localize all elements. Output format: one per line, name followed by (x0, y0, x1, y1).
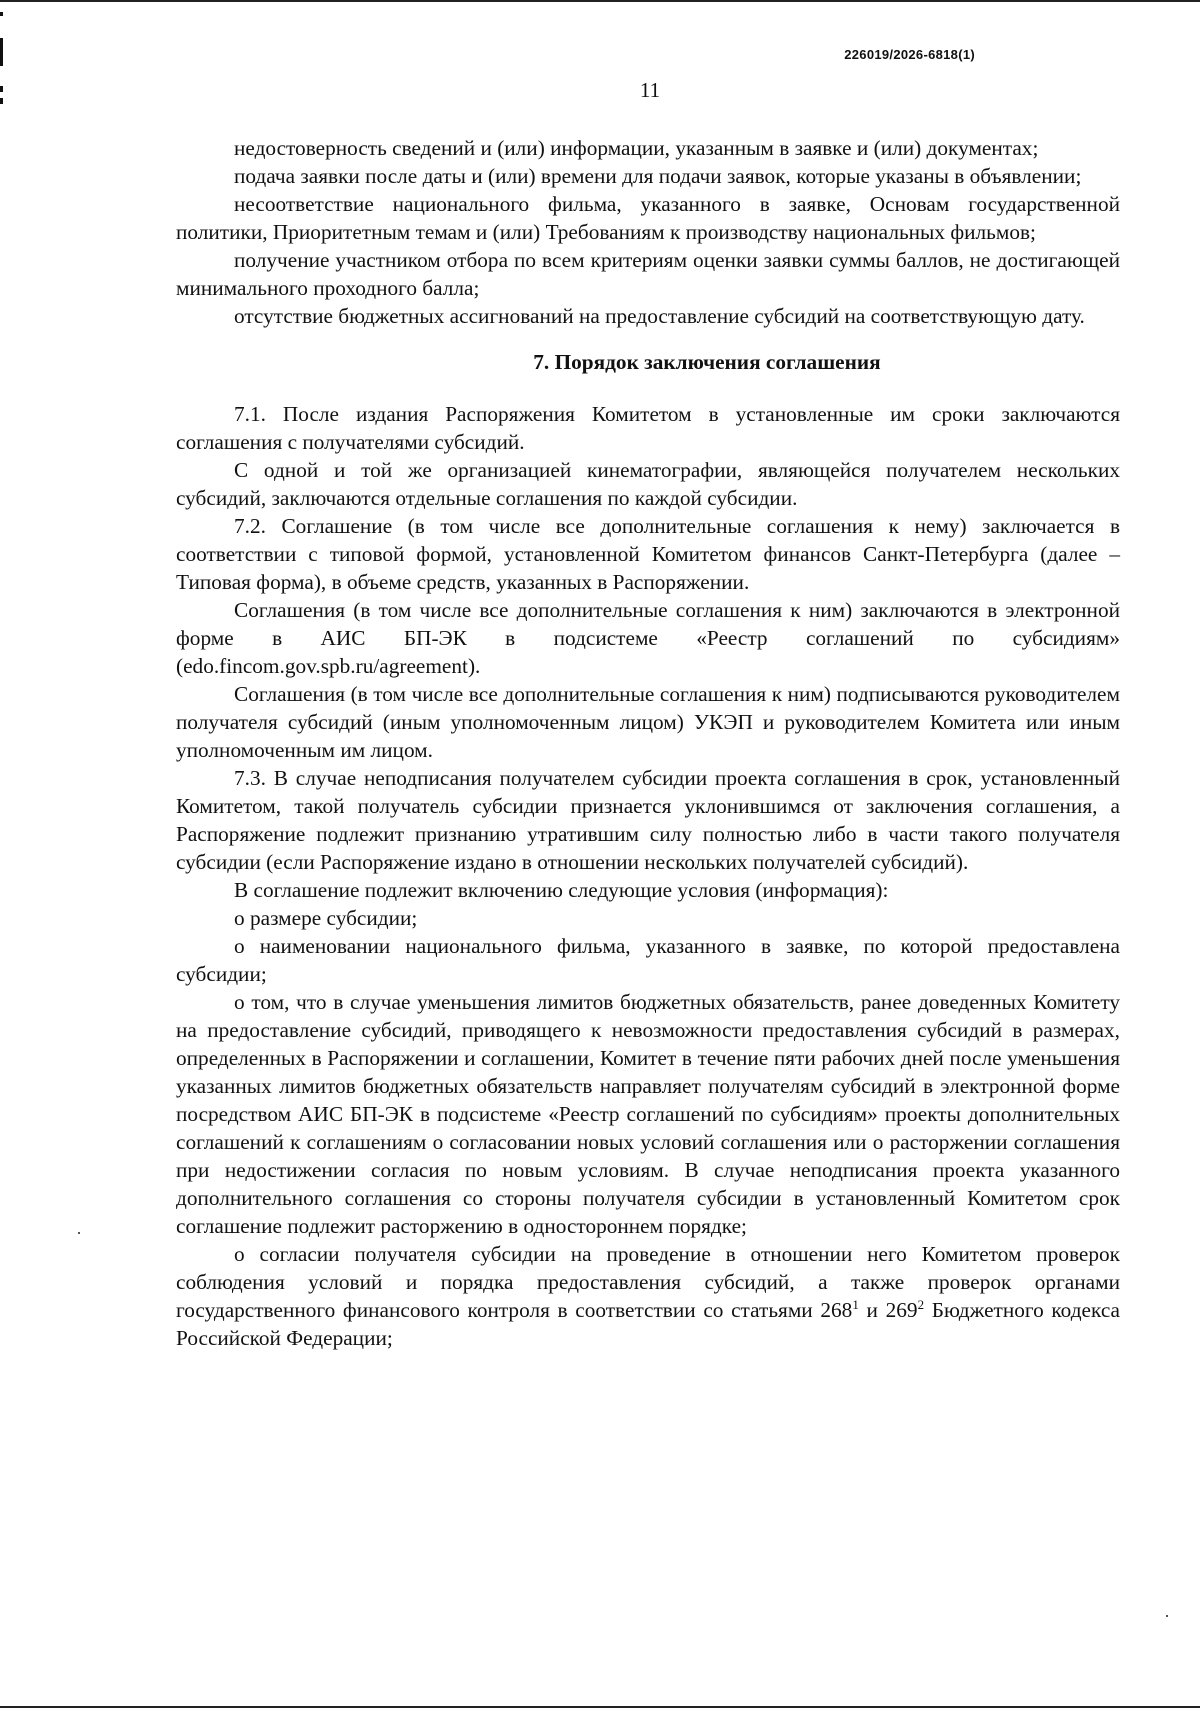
superscript: 2 (917, 1296, 925, 1312)
bottom-border (0, 1706, 1200, 1708)
paragraph: о наименовании национального фильма, указанного в заявке, по которой предоставлена субсидии; (176, 934, 1120, 986)
page-number: 11 (639, 78, 661, 102)
paragraph: о том, что в случае уменьшения лимитов бюджетных обязательств, ранее доведенных Комитету на предоставление субсидий, приводящего к невозможности предоставления субсидий в размерах, определенных в Распоряжении и соглашении, Комитет в течение пяти рабочих дней после уменьшения указанных лимитов бюджетных обязательств направляет получателям субсидий в электронной форме посредством АИС БП-ЭК в подсистеме «Реестр соглашений по субсидиям» проекты дополнительных соглашений к соглашениям о согласовании новых условий соглашения или о расторжении соглашения при недостижении согласия по новым условиям. В случае неподписания проекта указанного дополнительного соглашения со стороны получателя субсидии в установленный Комитетом срок соглашение подлежит расторжению в одностороннем порядке; (176, 990, 1120, 1238)
paragraph: о размере субсидии; (234, 906, 418, 930)
list-item: подача заявки после даты и (или) времени для подачи заявок, которые указаны в объявлении; (234, 164, 1082, 188)
list-item: получение участником отбора по всем критериям оценки заявки суммы баллов, не достигающей минимального проходного балла; (176, 248, 1120, 300)
scan-speck (78, 1232, 80, 1234)
section-title: 7. Порядок заключения соглашения (533, 350, 881, 374)
paragraph: В соглашение подлежит включению следующие условия (информация): (234, 878, 889, 902)
margin-mark (0, 38, 3, 66)
paragraph: С одной и той же организацией кинематографии, являющейся получателем нескольких субсидий, заключаются отдельные соглашения по каждой субсидии. (176, 458, 1120, 510)
paragraph: Соглашения (в том числе все дополнительные соглашения к ним) подписываются руководителем получателя субсидий (иным уполномоченным лицом) УКЭП и руководителем Комитета или иным уполномоченным им лицом. (176, 682, 1120, 762)
list-item: отсутствие бюджетных ассигнований на предоставление субсидий на соответствующую дату. (234, 304, 1085, 328)
superscript: 1 (852, 1296, 859, 1312)
paragraph-text: о согласии получателя субсидии на проведение в отношении него Комитетом проверок соблюдения условий и порядка предоставления субсидий, а также проверок органами государственного финансового контроля в соответствии со статьями 268 (176, 1242, 1120, 1322)
top-border (0, 0, 1200, 2)
scan-speck (1166, 1615, 1168, 1617)
paragraph-text: и 269 (858, 1298, 918, 1322)
paragraph (176, 1240, 1120, 1352)
paragraph-text: Бюджетного кодекса Российской Федерации; (176, 1298, 1120, 1350)
list-item: недостоверность сведений и (или) информации, указанным в заявке и (или) документах; (234, 136, 1039, 160)
list-item: несоответствие национального фильма, указанного в заявке, Основам государственной политики, Приоритетным темам и (или) Требованиям к производству национальных фильмов; (176, 192, 1120, 244)
document-number: 226019/2026-6818(1) (844, 47, 975, 62)
paragraph: 7.2. Соглашение (в том числе все дополнительные соглашения к нему) заключается в соответствии с типовой формой, установленной Комитетом финансов Санкт-Петербурга (далее – Типовая форма), в объеме средств, указанных в Распоряжении. (176, 514, 1120, 594)
document-body (176, 134, 1120, 1352)
paragraph: Соглашения (в том числе все дополнительные соглашения к ним) заключаются в электронной форме в АИС БП-ЭК в подсистеме «Реестр соглашений по субсидиям» (edo.fincom.gov.spb.ru/agreement). (176, 598, 1120, 678)
paragraph: 7.3. В случае неподписания получателем субсидии проекта соглашения в срок, установленный Комитетом, такой получатель субсидии признается уклонившимся от заключения соглашения, а Распоряжение подлежит признанию утратившим силу полностью либо в части такого получателя субсидии (если Распоряжение издано в отношении нескольких получателей субсидий). (176, 766, 1120, 874)
margin-mark (0, 12, 3, 16)
paragraph: 7.1. После издания Распоряжения Комитетом в установленные им сроки заключаются соглашения с получателями субсидий. (176, 402, 1120, 454)
